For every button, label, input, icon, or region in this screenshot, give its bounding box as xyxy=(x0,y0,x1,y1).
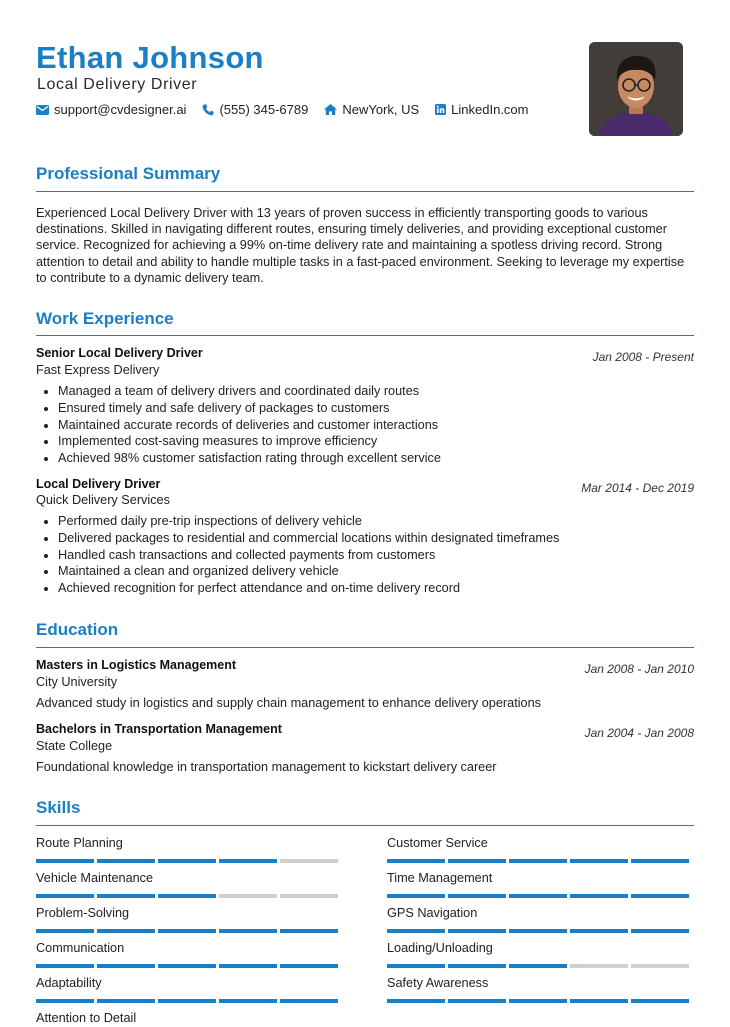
skill-rating-segment xyxy=(509,964,567,968)
skill-name: Safety Awareness xyxy=(387,976,489,990)
job-title: Local Delivery Driver xyxy=(36,477,161,491)
skill-rating-segment xyxy=(158,929,216,933)
skill-item xyxy=(387,836,693,863)
degree-date: Jan 2008 - Jan 2010 xyxy=(584,662,694,676)
list-item: • Maintained a clean and organized delivery vehicle xyxy=(58,563,559,580)
skill-name: Time Management xyxy=(387,871,493,885)
skill-rating-segment xyxy=(631,894,689,898)
avatar xyxy=(589,42,683,136)
skill-rating-bar xyxy=(387,859,693,863)
job-date: Mar 2014 - Dec 2019 xyxy=(581,481,694,495)
skill-item xyxy=(387,871,693,898)
skill-rating-segment xyxy=(219,999,277,1003)
skill-rating-segment xyxy=(570,964,628,968)
list-item: • Achieved recognition for perfect attendance and on-time delivery record xyxy=(58,580,559,597)
skill-rating-segment xyxy=(219,894,277,898)
degree-date: Jan 2004 - Jan 2008 xyxy=(584,726,694,740)
education-divider xyxy=(36,647,694,648)
list-item: • Achieved 98% customer satisfaction rating through excellent service xyxy=(58,450,441,467)
skill-rating-segment xyxy=(158,894,216,898)
skill-name: Adaptability xyxy=(36,976,102,990)
list-item: • Handled cash transactions and collected payments from customers xyxy=(58,547,559,564)
skill-item xyxy=(36,871,342,898)
skill-rating-bar xyxy=(387,964,693,968)
skill-rating-segment xyxy=(509,894,567,898)
list-item: • Managed a team of delivery drivers and coordinated daily routes xyxy=(58,383,441,400)
skill-name: Customer Service xyxy=(387,836,488,850)
degree-description: Foundational knowledge in transportation management to kickstart delivery career xyxy=(36,760,497,774)
skill-name: Attention to Detail xyxy=(36,1011,137,1025)
skill-rating-segment xyxy=(97,929,155,933)
skill-rating-bar xyxy=(36,929,342,933)
contact-phone[interactable] xyxy=(202,102,308,117)
skill-rating-segment xyxy=(280,894,338,898)
contact-email-text: support@cvdesigner.ai xyxy=(54,102,187,117)
education-heading: Education xyxy=(36,620,119,639)
skill-rating-segment xyxy=(280,859,338,863)
skill-rating-segment xyxy=(570,999,628,1003)
skill-item xyxy=(36,976,342,1003)
skill-rating-segment xyxy=(448,859,506,863)
skill-rating-segment xyxy=(280,964,338,968)
skill-item xyxy=(387,906,693,933)
skill-rating-segment xyxy=(631,929,689,933)
skill-rating-segment xyxy=(387,999,445,1003)
skill-rating-segment xyxy=(570,859,628,863)
contact-linkedin-text: LinkedIn.com xyxy=(451,102,529,117)
skill-rating-segment xyxy=(387,894,445,898)
experience-divider xyxy=(36,335,694,336)
skill-rating-segment xyxy=(448,964,506,968)
skill-item xyxy=(387,976,693,1003)
skill-name: Communication xyxy=(36,941,125,955)
list-item: • Ensured timely and safe delivery of packages to customers xyxy=(58,400,441,417)
skill-name: Loading/Unloading xyxy=(387,941,493,955)
degree-description: Advanced study in logistics and supply chain management to enhance delivery operations xyxy=(36,696,541,710)
school-name: State College xyxy=(36,739,113,753)
skill-rating-segment xyxy=(448,999,506,1003)
skill-name: Vehicle Maintenance xyxy=(36,871,154,885)
skill-rating-segment xyxy=(570,894,628,898)
skill-rating-segment xyxy=(280,929,338,933)
contact-email[interactable] xyxy=(36,102,186,117)
skill-rating-segment xyxy=(280,999,338,1003)
contact-location[interactable] xyxy=(324,102,419,117)
skill-name: GPS Navigation xyxy=(387,906,478,920)
skill-rating-bar xyxy=(36,999,342,1003)
list-item: • Delivered packages to residential and commercial locations within designated timeframes xyxy=(58,530,559,547)
contact-location-text: NewYork, US xyxy=(342,102,420,117)
skill-rating-segment xyxy=(36,859,94,863)
skill-rating-segment xyxy=(387,859,445,863)
skill-rating-segment xyxy=(97,964,155,968)
skill-rating-segment xyxy=(36,964,94,968)
skill-rating-segment xyxy=(509,859,567,863)
skill-rating-segment xyxy=(219,964,277,968)
contact-linkedin[interactable] xyxy=(435,102,528,117)
skill-item xyxy=(36,1011,342,1027)
skill-rating-segment xyxy=(631,964,689,968)
skill-rating-segment xyxy=(36,999,94,1003)
skill-rating-segment xyxy=(448,894,506,898)
skill-rating-segment xyxy=(509,999,567,1003)
degree-title: Bachelors in Transportation Management xyxy=(36,722,282,736)
skill-rating-segment xyxy=(97,859,155,863)
degree-title: Masters in Logistics Management xyxy=(36,658,237,672)
skill-rating-segment xyxy=(387,929,445,933)
job-bullets xyxy=(36,383,441,467)
contact-phone-text: (555) 345-6789 xyxy=(219,102,309,117)
candidate-role: Local Delivery Driver xyxy=(37,76,198,93)
skill-rating-bar xyxy=(36,894,342,898)
phone-icon xyxy=(202,104,214,116)
skills-heading: Skills xyxy=(36,798,81,817)
candidate-name: Ethan Johnson xyxy=(36,40,264,75)
skill-rating-bar xyxy=(36,964,342,968)
skill-item xyxy=(36,941,342,968)
skill-rating-segment xyxy=(158,964,216,968)
skill-rating-segment xyxy=(36,929,94,933)
skill-item xyxy=(36,906,342,933)
job-company: Fast Express Delivery xyxy=(36,363,160,377)
list-item: • Implemented cost-saving measures to improve efficiency xyxy=(58,433,441,450)
envelope-icon xyxy=(36,105,49,115)
home-icon xyxy=(324,104,337,115)
skill-rating-segment xyxy=(387,964,445,968)
list-item: • Maintained accurate records of deliveries and customer interactions xyxy=(58,417,441,434)
job-bullets xyxy=(36,513,559,597)
skill-rating-bar xyxy=(387,999,693,1003)
skill-rating-segment xyxy=(97,894,155,898)
skill-rating-bar xyxy=(387,929,693,933)
summary-divider xyxy=(36,191,694,192)
skill-name: Route Planning xyxy=(36,836,123,850)
school-name: City University xyxy=(36,675,118,689)
summary-heading: Professional Summary xyxy=(36,164,221,183)
contact-row xyxy=(36,102,545,117)
skill-rating-segment xyxy=(219,929,277,933)
skill-item xyxy=(36,836,342,863)
skill-rating-segment xyxy=(448,929,506,933)
skill-rating-segment xyxy=(631,999,689,1003)
skill-rating-segment xyxy=(219,859,277,863)
skill-rating-segment xyxy=(158,859,216,863)
skills-divider xyxy=(36,825,694,826)
skill-item xyxy=(387,941,693,968)
skill-rating-segment xyxy=(570,929,628,933)
profile-photo xyxy=(589,42,683,136)
skill-rating-segment xyxy=(158,999,216,1003)
skill-rating-bar xyxy=(387,894,693,898)
linkedin-icon xyxy=(435,104,446,115)
experience-heading: Work Experience xyxy=(36,309,174,328)
skill-rating-segment xyxy=(97,999,155,1003)
summary-text: Experienced Local Delivery Driver with 13 years of proven success in efficiently transporting goods to various destinations. Skilled in navigating different routes, ensuring timely deliveries, and providing exceptional customer service. Recognized for achieving a 99% on-time delivery rate and maintaining a spotless driving record. Strong attention to detail and ability to handle multiple tasks in a fast-paced environment. Seeking to leverage my expertise to contribute to a dynamic delivery team. xyxy=(36,206,685,285)
job-date: Jan 2008 - Present xyxy=(592,350,694,364)
skill-rating-segment xyxy=(509,929,567,933)
skill-rating-segment xyxy=(631,859,689,863)
job-company: Quick Delivery Services xyxy=(36,493,170,507)
list-item: • Performed daily pre-trip inspections of delivery vehicle xyxy=(58,513,559,530)
job-title: Senior Local Delivery Driver xyxy=(36,346,203,360)
skill-name: Problem-Solving xyxy=(36,906,130,920)
skill-rating-segment xyxy=(36,894,94,898)
skill-rating-bar xyxy=(36,859,342,863)
